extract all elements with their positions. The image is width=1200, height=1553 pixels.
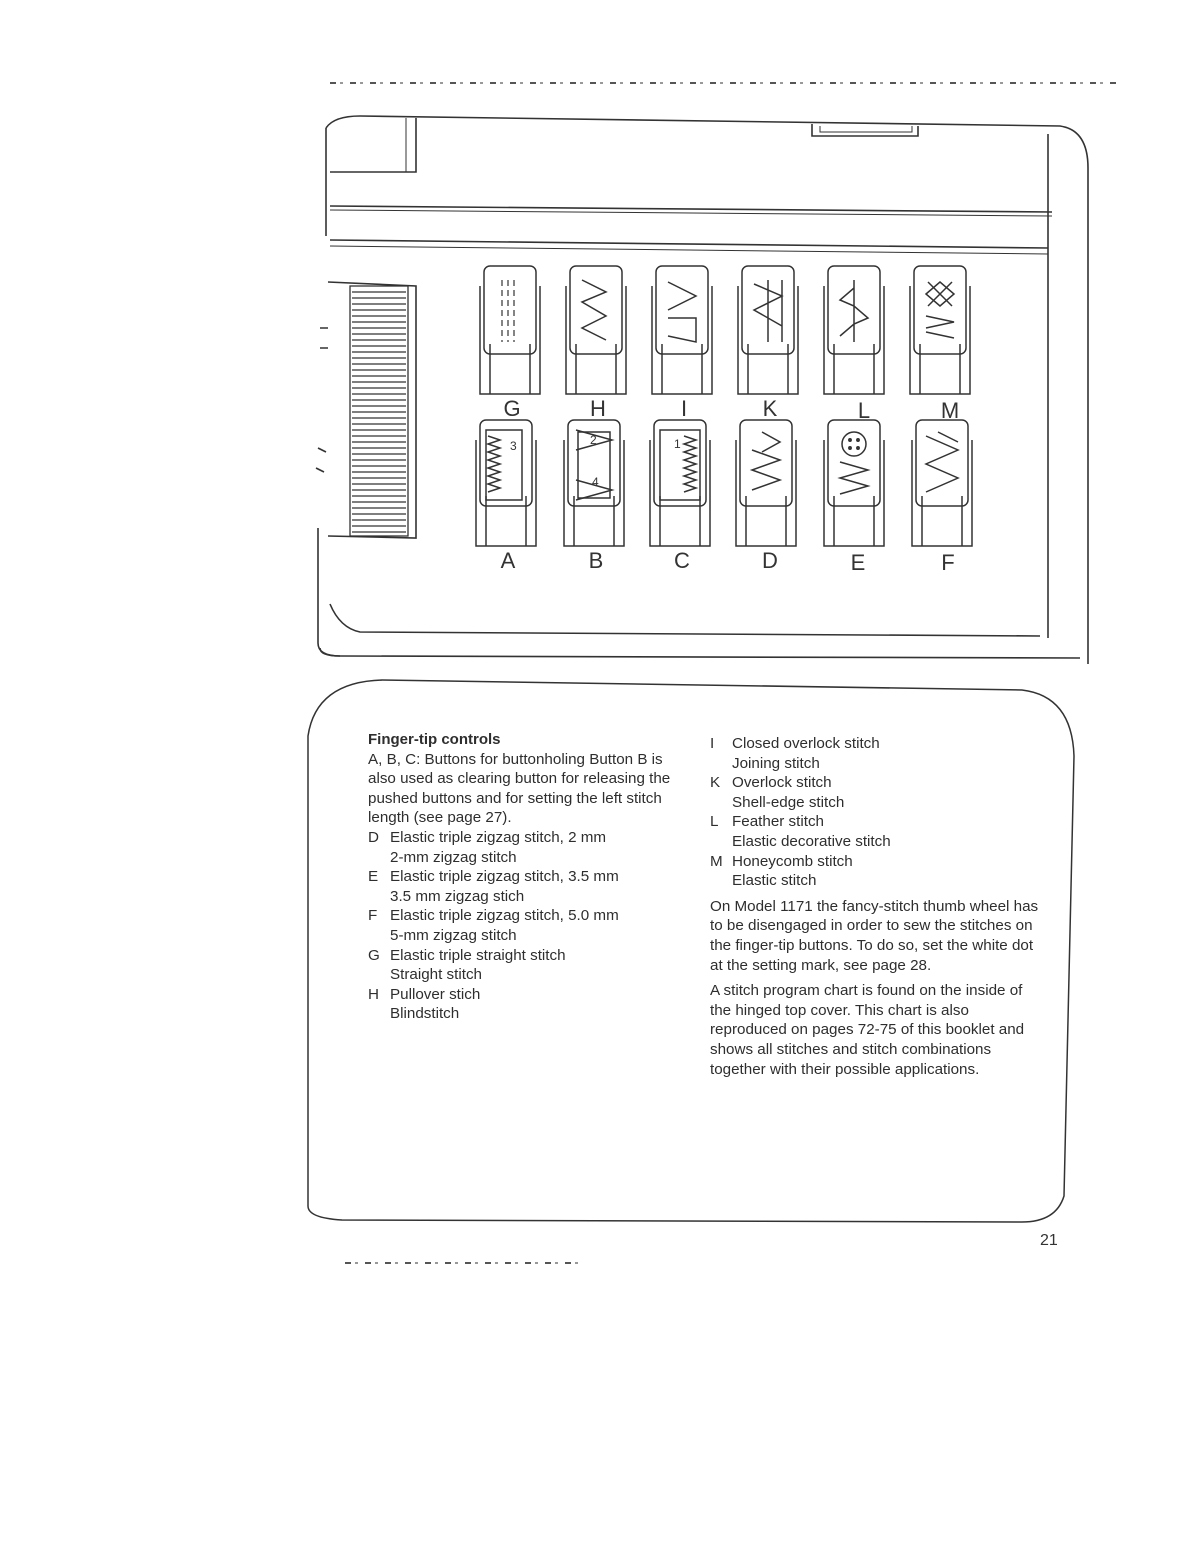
list-item: [710, 773, 1040, 812]
sewing-machine-panel-illustration: [300, 108, 1100, 668]
item-key: H: [368, 985, 379, 1003]
list-item: [710, 852, 1040, 891]
list-item: [710, 734, 1040, 773]
item-line1: Elastic triple zigzag stitch, 5.0 mm: [390, 907, 619, 925]
list-item: [368, 946, 688, 985]
item-line1: Elastic triple zigzag stitch, 2 mm: [390, 828, 607, 846]
button-label-k: K: [762, 396, 778, 421]
button-label-d: D: [762, 548, 778, 573]
button-label-c: C: [674, 548, 690, 573]
item-line2: Straight stitch: [390, 966, 483, 984]
item-line1: Elastic triple straight stitch: [390, 946, 566, 964]
item-line1: Closed overlock stitch: [732, 735, 880, 752]
machine-outline: [300, 108, 1100, 668]
item-line2: Blindstitch: [390, 1005, 460, 1023]
item-key: G: [368, 946, 380, 964]
button-a-mark-3: 3: [510, 439, 517, 453]
stitch-chart-paragraph: A stitch program chart is found on the inside of the hinged top cover. This chart is also reproduced on pages 72-75 of this booklet and shows all stitches and stitch combinations together with their possible applications.: [710, 982, 1025, 1078]
button-label-m: M: [940, 398, 960, 423]
button-a: [476, 420, 536, 546]
button-label-a: A: [500, 548, 516, 573]
button-i: [652, 266, 712, 394]
button-label-h: H: [590, 396, 606, 421]
intro-paragraph: A, B, C: Buttons for buttonholing Button B is also used as clearing button for releasing the pushed buttons and for setting the left stitch length (see page 27).: [368, 750, 671, 827]
page-number: 21: [1040, 1232, 1058, 1249]
item-line1: Feather stitch: [732, 813, 825, 831]
item-line1: Honeycomb stitch: [732, 852, 853, 870]
item-key: M: [710, 852, 723, 870]
button-l: [824, 266, 884, 394]
section-heading: Finger-tip controls: [368, 731, 501, 748]
item-line1: Overlock stitch: [732, 774, 832, 792]
item-line2: Elastic stitch: [732, 872, 817, 890]
description-panel: [302, 676, 1078, 1224]
item-key: F: [368, 907, 378, 925]
item-line2: Shell-edge stitch: [732, 793, 845, 811]
button-h: [566, 266, 626, 394]
right-column: [710, 734, 1040, 1079]
item-line2: 2-mm zigzag stitch: [390, 848, 517, 866]
button-b-mark-2: 2: [590, 433, 597, 447]
scan-edge-top: [330, 82, 1120, 84]
left-column: [368, 730, 688, 1024]
model-note-paragraph: On Model 1171 the fancy-stitch thumb wheel has to be disengaged in order to sew the stitches on the finger-tip buttons. To do so, set the white dot at the setting mark, see page 28.: [710, 897, 1039, 974]
button-c-mark-1: 1: [674, 437, 681, 451]
button-d: [736, 420, 796, 546]
item-line2: 5-mm zigzag stitch: [390, 926, 517, 944]
button-label-g: G: [503, 396, 521, 421]
item-line2: Elastic decorative stitch: [732, 832, 891, 850]
item-line1: Elastic triple zigzag stitch, 3.5 mm: [390, 868, 619, 886]
item-key: I: [710, 735, 715, 752]
item-line2: Joining stitch: [732, 754, 820, 772]
button-label-l: L: [857, 398, 871, 423]
button-f: [912, 420, 972, 546]
item-key: K: [710, 774, 721, 792]
list-item: [368, 985, 688, 1024]
item-line2: 3.5 mm zigzag stich: [390, 887, 525, 905]
item-key: E: [368, 868, 379, 886]
button-e: [824, 420, 884, 546]
scan-edge-bottom: [345, 1262, 585, 1264]
list-item: [368, 906, 688, 945]
list-item: [368, 867, 688, 906]
item-key: D: [368, 828, 379, 846]
button-b-mark-4: 4: [592, 475, 599, 489]
list-item: [368, 828, 688, 867]
button-label-f: F: [941, 550, 955, 575]
item-line1: Pullover stich: [390, 985, 481, 1003]
button-label-b: B: [588, 548, 604, 573]
list-item: [710, 812, 1040, 851]
button-k: [738, 266, 798, 394]
button-label-i: I: [680, 396, 688, 421]
button-g: [480, 266, 540, 394]
item-key: L: [710, 813, 719, 831]
button-m: [910, 266, 970, 394]
button-label-e: E: [850, 550, 866, 575]
